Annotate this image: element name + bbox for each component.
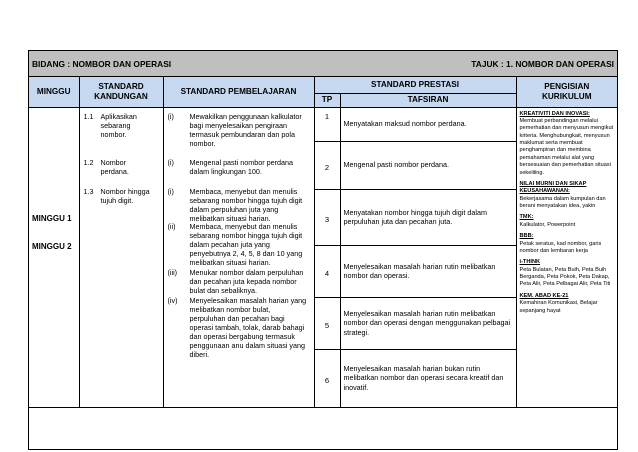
pengisian-text: Petak seratus, kad nombor, garis nombor dan lembaran kerja (519, 240, 602, 254)
col-header-standard-kandungan: STANDARD KANDUNGAN (79, 77, 163, 107)
tp-cell: 4 (314, 245, 340, 297)
sk-num: 1.1 (83, 111, 94, 121)
pengisian-text: Bekerjasama dalam kumpulan dan berani menyatakan idea, yakin (519, 195, 606, 209)
sp-num: (i) (167, 157, 174, 167)
sp-text: Menyelesaikan masalah harian yang melibatkan nombor bulat, perpuluhan dan pecahan bagi operasi tambah, tolak, darab bahagi dan operasi bergabung termasuk penggunaan anu dalam situasi yang diberi. (189, 295, 307, 360)
sk-text: Nombor perdana. (100, 157, 129, 176)
sp-num: (i) (167, 111, 174, 121)
pengisian-cell (516, 107, 617, 407)
tajuk-label: TAJUK : 1. NOMBOR DAN OPERASI (471, 59, 614, 69)
sk-text: Nombor hingga tujuh digit. (100, 186, 150, 205)
lesson-plan-table (29, 77, 617, 408)
minggu-label: MINGGU 2 (32, 241, 72, 251)
sk-num: 1.2 (83, 157, 94, 167)
tafsiran-cell: Menyatakan maksud nombor perdana. (340, 107, 516, 141)
pengisian-heading: i-THINK (519, 259, 541, 266)
pengisian-heading: KREATIVITI DAN INOVASI: (519, 110, 590, 117)
pengisian-block (520, 181, 616, 211)
sp-num: (iv) (167, 295, 178, 305)
pengisian-text: Kalkulator, Powerpoint (519, 221, 576, 228)
pengisian-text: Membuat perbandingan melalui pemerhatian dan menyusun mengikut kriteria. Menghubungkait, menyusun maklumat serta membuat penghampiran dan membina pemahaman melalui alat yang bersesuaian dan pemerhatian situasi sekeliling. (519, 117, 614, 176)
tp-cell: 1 (314, 107, 340, 141)
pengisian-block (520, 259, 616, 289)
sp-text: Mewakilkan penggunaan kalkulator bagi menyelesaikan pengiraan termasuk pembundaran dan pola nombor. (189, 111, 302, 148)
tafsiran-cell: Menyelesaikan masalah harian rutin melibatkan nombor dan operasi dengan menggunakan pelbagai strategi. (340, 297, 516, 349)
pengisian-text: Kemahiran Komunikasi, Belajar sepanjang hayat (519, 300, 598, 314)
pengisian-block (520, 111, 616, 177)
tafsiran-cell: Mengenal pasti nombor perdana. (340, 141, 516, 189)
standard-pembelajaran-cell (163, 107, 314, 407)
tafsiran-cell: Menyatakan nombor hingga tujuh digit dalam perpuluhan juta dan pecahan juta. (340, 189, 516, 245)
tp-cell: 6 (314, 349, 340, 407)
pengisian-block (520, 214, 616, 229)
col-header-tp: TP (314, 93, 340, 107)
col-header-minggu: MINGGU (29, 77, 79, 107)
lesson-plan-sheet (28, 50, 618, 450)
minggu-cell (29, 107, 79, 407)
tp-cell: 3 (314, 189, 340, 245)
pengisian-block (520, 293, 616, 315)
tp-cell: 2 (314, 141, 340, 189)
bidang-label: BIDANG : NOMBOR DAN OPERASI (32, 59, 172, 69)
col-header-pengisian: PENGISIAN KURIKULUM (516, 77, 617, 107)
pengisian-heading: NILAI MURNI DAN SIKAP KEUSAHAWANAN: (519, 180, 587, 195)
tafsiran-cell: Menyelesaikan masalah harian bukan rutin melibatkan nombor dan operasi secara kreatif dan inovatif. (340, 349, 516, 407)
sp-num: (i) (167, 186, 174, 196)
col-header-standard-pembelajaran: STANDARD PEMBELAJARAN (163, 77, 314, 107)
sp-text: Membaca, menyebut dan menulis sebarang nombor hingga tujuh digit dalam perpuluhan juta yang melibatkan situasi harian. (189, 186, 303, 223)
sk-text: Aplikasikan sebarang nombor. (100, 111, 137, 139)
sp-text: Membaca, menyebut dan menulis sebarang nombor hingga tujuh digit dalam pecahan juta yang penyebutnya 2, 4, 5, 8 dan 10 yang melibatkan situasi harian. (189, 221, 303, 268)
sp-text: Mengenal pasti nombor perdana dalam lingkungan 100. (189, 157, 293, 176)
sp-num: (iii) (167, 267, 178, 277)
col-header-standard-prestasi: STANDARD PRESTASI (314, 77, 516, 93)
col-header-tafsiran: TAFSIRAN (340, 93, 516, 107)
sp-num: (ii) (167, 221, 176, 231)
sp-text: Menukar nombor dalam perpuluhan dan pecahan juta kepada nombor bulat dan sebaliknya. (189, 267, 304, 295)
pengisian-text: Peta Bulatan, Peta Buih, Peta Buih Berganda, Peta Pokok, Peta Dakap, Peta Alir, Peta Pelbagai Alir, Peta Titi (519, 266, 611, 288)
pengisian-heading: TMK: (519, 214, 534, 221)
tafsiran-cell: Menyelesaikan masalah harian rutin melibatkan nombor dan operasi. (340, 245, 516, 297)
minggu-label: MINGGU 1 (32, 213, 72, 223)
pengisian-block (520, 233, 616, 255)
standard-kandungan-cell (79, 107, 163, 407)
tp-cell: 5 (314, 297, 340, 349)
topic-header-bar (29, 51, 617, 77)
sk-num: 1.3 (83, 186, 94, 196)
pengisian-heading: BBB: (519, 233, 534, 240)
pengisian-heading: KEM. ABAD KE-21 (519, 292, 569, 299)
